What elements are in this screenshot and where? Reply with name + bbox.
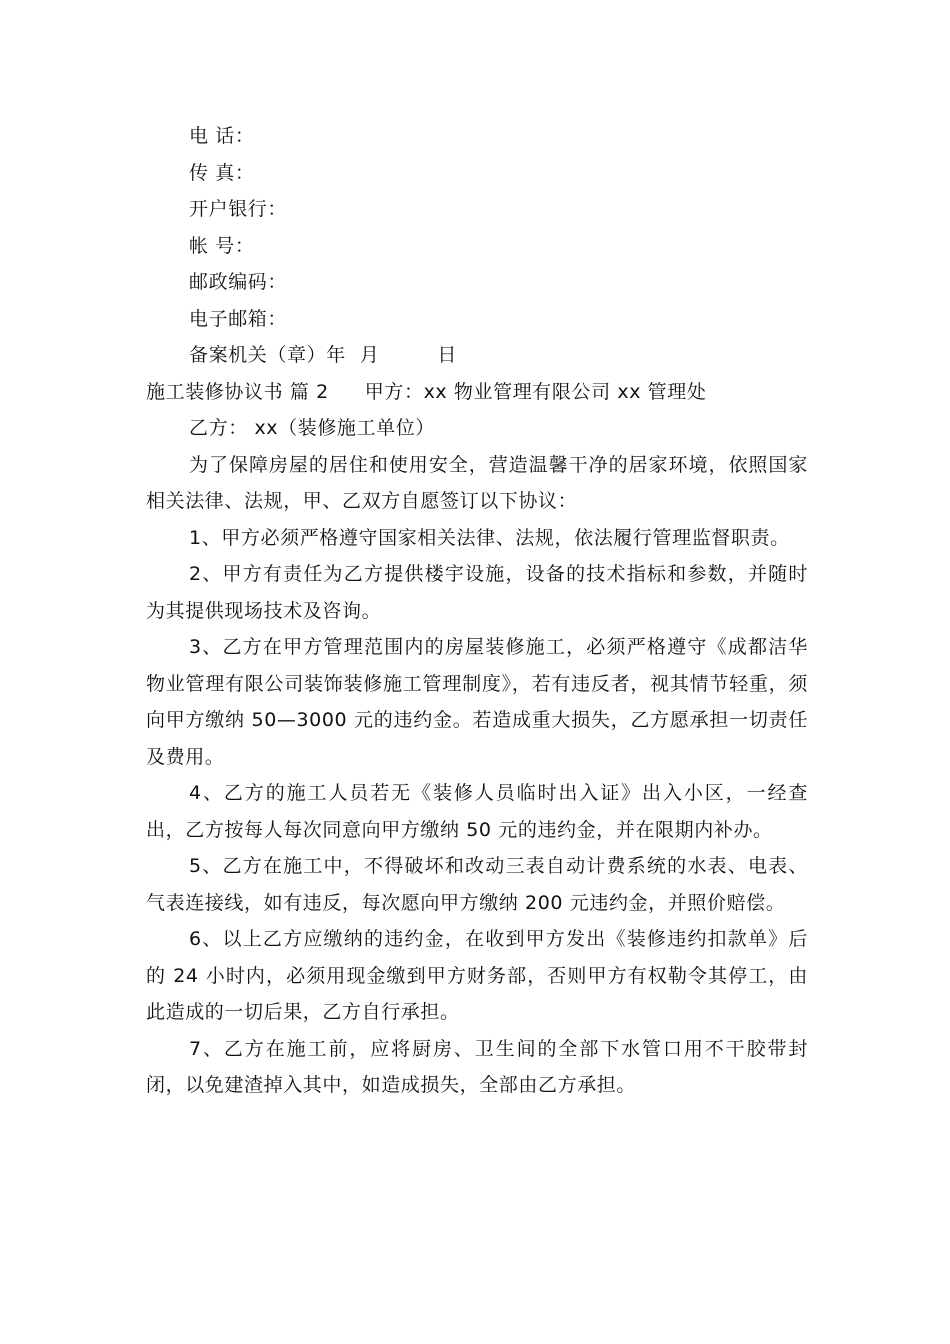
clause-4: 4、乙方的施工人员若无《装修人员临时出入证》出入小区，一经查出，乙方按每人每次同意向甲方缴纳 50 元的违约金，并在限期内补办。 <box>146 782 808 841</box>
fax-line: 传 真： <box>189 161 255 184</box>
clause-7: 7、乙方在施工前，应将厨房、卫生间的全部下水管口用不干胶带封闭，以免建渣掉入其中，如造成损失，全部由乙方承担。 <box>146 1037 808 1096</box>
email-line: 电子邮箱： <box>189 307 288 330</box>
clause-6: 6、以上乙方应缴纳的违约金，在收到甲方发出《装修违约扣款单》后的 24 小时内，必须用现金缴到甲方财务部，否则甲方有权勒令其停工，由此造成的一切后果，乙方自行承担。 <box>146 928 808 1023</box>
intro-paragraph: 为了保障房屋的居住和使用安全，营造温馨干净的居家环境，依照国家相关法律、法规，甲、乙双方自愿签订以下协议： <box>146 453 808 512</box>
bank-line: 开户银行： <box>189 198 288 220</box>
party-b: 乙方： xx（装修施工单位） <box>189 417 435 439</box>
phone-line: 电 话： <box>189 125 255 147</box>
postcode-line: 邮政编码： <box>189 271 288 293</box>
account-line: 帐 号： <box>189 234 255 257</box>
agreement-title-line <box>146 374 808 411</box>
document-body <box>146 118 808 1104</box>
agreement-title: 施工装修协议书 篇 2 <box>146 380 329 403</box>
clause-3: 3、乙方在甲方管理范围内的房屋装修施工，必须严格遵守《成都洁华物业管理有限公司装饰装修施工管理制度》，若有违反者，视其情节轻重，须向甲方缴纳 50—3000 元的违约金。若造成重大损失，乙方愿承担一切责任及费用。 <box>146 636 808 768</box>
filing-line <box>146 337 808 374</box>
party-a: 甲方：xx 物业管理有限公司 xx 管理处 <box>364 380 707 403</box>
clause-1: 1、甲方必须严格遵守国家相关法律、法规，依法履行管理监督职责。 <box>189 526 790 549</box>
clause-2: 2、甲方有责任为乙方提供楼宇设施，设备的技术指标和参数，并随时为其提供现场技术及咨询。 <box>146 563 808 622</box>
filing-month: 月 <box>359 344 380 366</box>
filing-authority: 备案机关（章）年 <box>189 344 346 366</box>
filing-day: 日 <box>437 344 458 366</box>
clause-5: 5、乙方在施工中，不得破坏和改动三表自动计费系统的水表、电表、气表连接线，如有违反，每次愿向甲方缴纳 200 元违约金，并照价赔偿。 <box>146 855 808 914</box>
